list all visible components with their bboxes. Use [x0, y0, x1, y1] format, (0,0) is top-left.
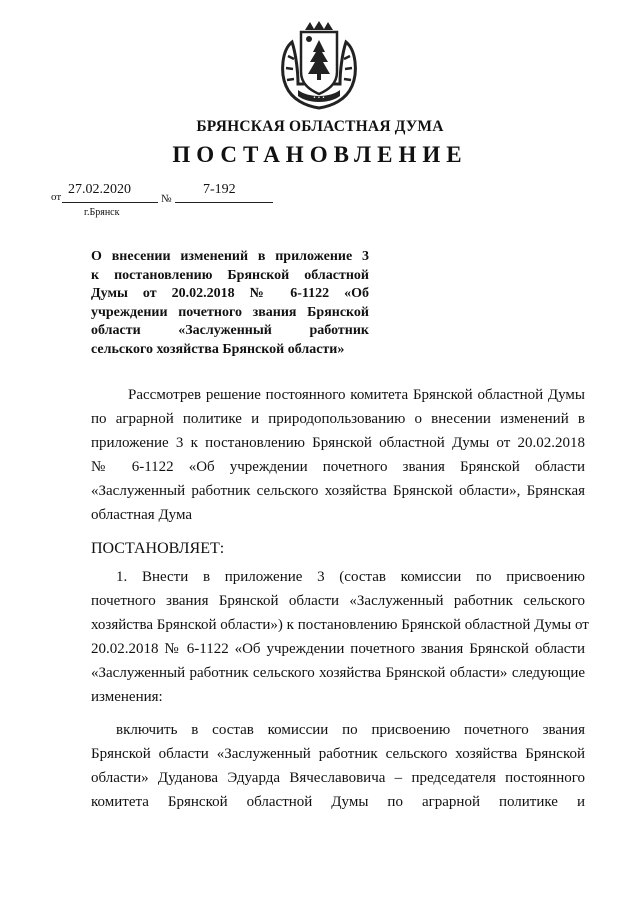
document-subject: [91, 248, 369, 359]
subject-line: учреждении почетного звания Брянской: [91, 304, 369, 320]
document-type-title: ПОСТАНОВЛЕНИЕ: [172, 142, 468, 167]
document-date: 27.02.2020: [68, 182, 131, 197]
change-line: комитета Брянской областной Думы по аграрной политике и: [91, 794, 585, 810]
preamble-line: приложение 3 к постановлению Брянской областной Думы от 20.02.2018: [91, 435, 585, 451]
change-line: включить в состав комиссии по присвоению почетного звания: [116, 722, 585, 738]
change-paragraph: [91, 718, 585, 814]
date-underline: [62, 202, 158, 203]
subject-line: Думы от 20.02.2018 № 6-1122 «Об: [91, 286, 369, 301]
preamble-paragraph: [91, 383, 585, 527]
item-line: 1. Внести в приложение 3 (состав комиссии по присвоению: [116, 569, 585, 585]
preamble-line: Рассмотрев решение постоянного комитета Брянской областной Думы: [128, 387, 585, 403]
number-prefix: №: [161, 193, 172, 205]
change-line: области» Дуданова Эдуарда Вячеславовича – председателя постоянного: [91, 770, 585, 786]
item-line: почетного звания Брянской области «Заслуженный работник сельского: [91, 593, 585, 609]
item-1-paragraph: [91, 565, 589, 709]
document-number: 7-192: [203, 182, 236, 197]
preamble-line: областная Дума: [91, 507, 193, 523]
svg-text:• • •: • • •: [312, 95, 326, 101]
subject-line: О внесении изменений в приложение 3: [91, 249, 369, 264]
date-prefix: от: [51, 191, 62, 203]
preamble-line: «Заслуженный работник сельского хозяйства Брянской области», Брянская: [91, 483, 585, 499]
item-line: изменения:: [91, 689, 163, 705]
coat-of-arms-emblem: [278, 20, 360, 112]
subject-line: сельского хозяйства Брянской области»: [91, 341, 345, 357]
preamble-line: по аграрной политике и природопользованию о внесении изменений в: [91, 411, 585, 427]
change-line: Брянской области «Заслуженный работник сельского хозяйства Брянской: [91, 746, 585, 762]
preamble-line: № 6-1122 «Об учреждении почетного звания Брянской области: [91, 459, 585, 475]
organization-name: БРЯНСКАЯ ОБЛАСТНАЯ ДУМА: [196, 118, 444, 135]
subject-line: области «Заслуженный работник: [91, 323, 369, 338]
subject-line: к постановлению Брянской областной: [91, 267, 369, 283]
city-name: г.Брянск: [84, 207, 120, 218]
item-line: хозяйства Брянской области») к постановлению Брянской областной Думы от: [91, 617, 589, 633]
item-line: 20.02.2018 № 6-1122 «Об учреждении почетного звания Брянской области: [91, 641, 585, 657]
number-underline: [175, 202, 273, 203]
item-line: «Заслуженный работник сельского хозяйства Брянской области» следующие: [91, 665, 585, 681]
resolves-heading: ПОСТАНОВЛЯЕТ:: [91, 540, 225, 557]
